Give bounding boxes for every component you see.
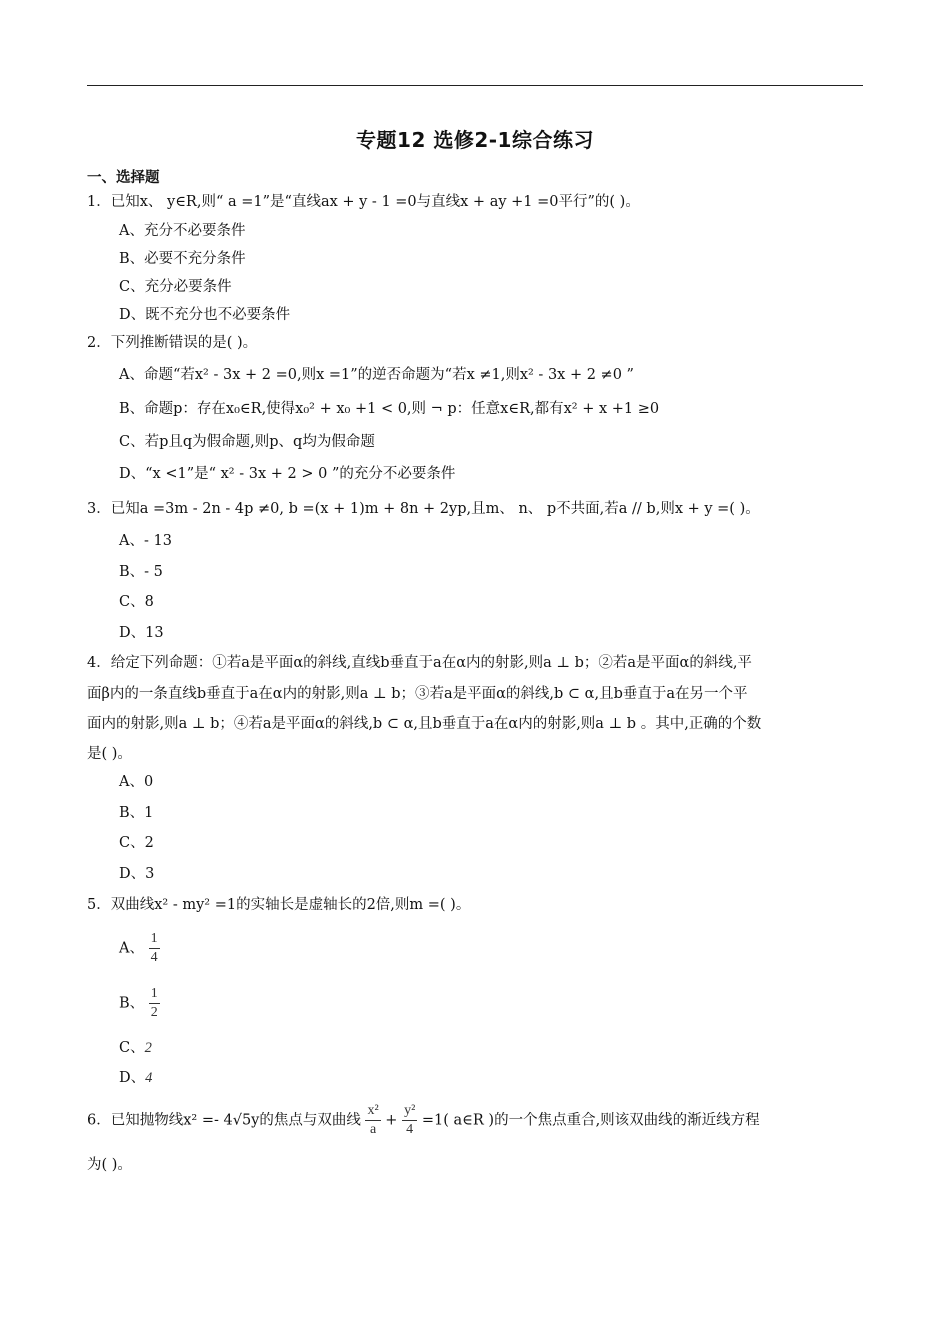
question-2-option-c: C、若p且q为假命题,则p、q均为假命题 [119,434,375,450]
fraction-denominator: a [369,1122,377,1137]
question-4-line-1: 4．给定下列命题：①若a是平面α的斜线,直线b垂直于a在α内的射影,则a ⊥ b；②若a是平面α的斜线,平 [87,655,752,671]
fraction-y2-over-4 [402,1102,417,1139]
question-6-post: =1( a∈R )的一个焦点重合,则该双曲线的渐近线方程 [421,1112,760,1129]
option-label: B、 [119,995,145,1012]
question-2-option-d: D、“x <1”是“ x² - 3x + 2 > 0 ”的充分不必要条件 [119,466,456,482]
question-4-line-2: 面β内的一条直线b垂直于a在α内的射影,则a ⊥ b；③若a是平面α的斜线,b ⊂ α,且b垂直于a在另一个平 [87,686,748,702]
question-1-option-c: C、充分必要条件 [119,279,232,295]
fraction-denominator: 2 [150,1005,158,1020]
question-4-option-a: A、0 [119,774,154,790]
question-4-line-4: 是( )。 [87,746,132,762]
question-1-text: 1．已知x、 y∈R,则“ a =1”是“直线ax + y - 1 =0与直线x + ay +1 =0平行”的( )。 [87,194,640,210]
header-rule [87,85,863,86]
option-value: 4 [145,1070,153,1086]
question-2-option-a: A、命题“若x² - 3x + 2 =0,则x =1”的逆否命题为“若x ≠1,则x² - 3x + 2 ≠0 ” [119,367,634,383]
option-label: A、 [119,940,144,957]
option-label: D、 [119,1070,146,1086]
question-1-option-d: D、既不充分也不必要条件 [119,307,291,323]
question-6-pre: 6．已知抛物线x² =- 4√5y的焦点与双曲线 [87,1112,361,1129]
question-5-text: 5．双曲线x² - my² =1的实轴长是虚轴长的2倍,则m =( )。 [87,897,471,913]
question-6-line-2: 为( )。 [87,1157,132,1173]
fraction-numerator: y² [402,1102,417,1121]
plus-sign: + [385,1112,398,1129]
question-5-option-b [119,985,160,1022]
fraction [149,985,160,1022]
question-1-option-a: A、充分不必要条件 [119,223,246,239]
question-4-option-b: B、1 [119,805,154,821]
question-3-text: 3．已知a =3m - 2n - 4p ≠0, b =(x + 1)m + 8n + 2yp,且m、 n、 p不共面,若a // b,则x + y =( )。 [87,501,760,517]
fraction-denominator: 4 [150,950,158,965]
question-3-option-a: A、- 13 [119,533,172,549]
fraction-numerator: x² [365,1102,380,1121]
question-1-option-b: B、必要不充分条件 [119,251,246,267]
question-4-option-d: D、3 [119,866,155,882]
fraction-denominator: 4 [406,1122,414,1137]
question-3-option-b: B、- 5 [119,564,163,580]
fraction [149,930,160,967]
fraction-numerator: 1 [149,985,160,1004]
option-value: 2 [144,1040,152,1056]
question-4-line-3: 面内的射影,则a ⊥ b；④若a是平面α的斜线,b ⊂ α,且b垂直于a在α内的射影,则a ⊥ b 。其中,正确的个数 [87,716,762,732]
question-5-option-d [119,1068,152,1088]
question-6-line-1 [87,1102,760,1139]
question-5-option-c [119,1038,152,1058]
doc-title: 专题12 选修2-1综合练习 [356,128,594,152]
fraction-numerator: 1 [149,930,160,949]
option-label: C、 [119,1040,145,1056]
question-4-option-c: C、2 [119,835,154,851]
question-3-option-d: D、13 [119,625,164,641]
question-2-text: 2．下列推断错误的是( )。 [87,335,258,351]
question-2-option-b: B、命题p：存在x₀∈R,使得x₀² + x₀ +1 < 0,则 ¬ p：任意x∈R,都有x² + x +1 ≥0 [119,401,660,417]
fraction-x2-over-a [365,1102,380,1139]
question-3-option-c: C、8 [119,594,154,610]
question-5-option-a [119,930,160,967]
section-heading: 一、选择题 [87,170,160,186]
